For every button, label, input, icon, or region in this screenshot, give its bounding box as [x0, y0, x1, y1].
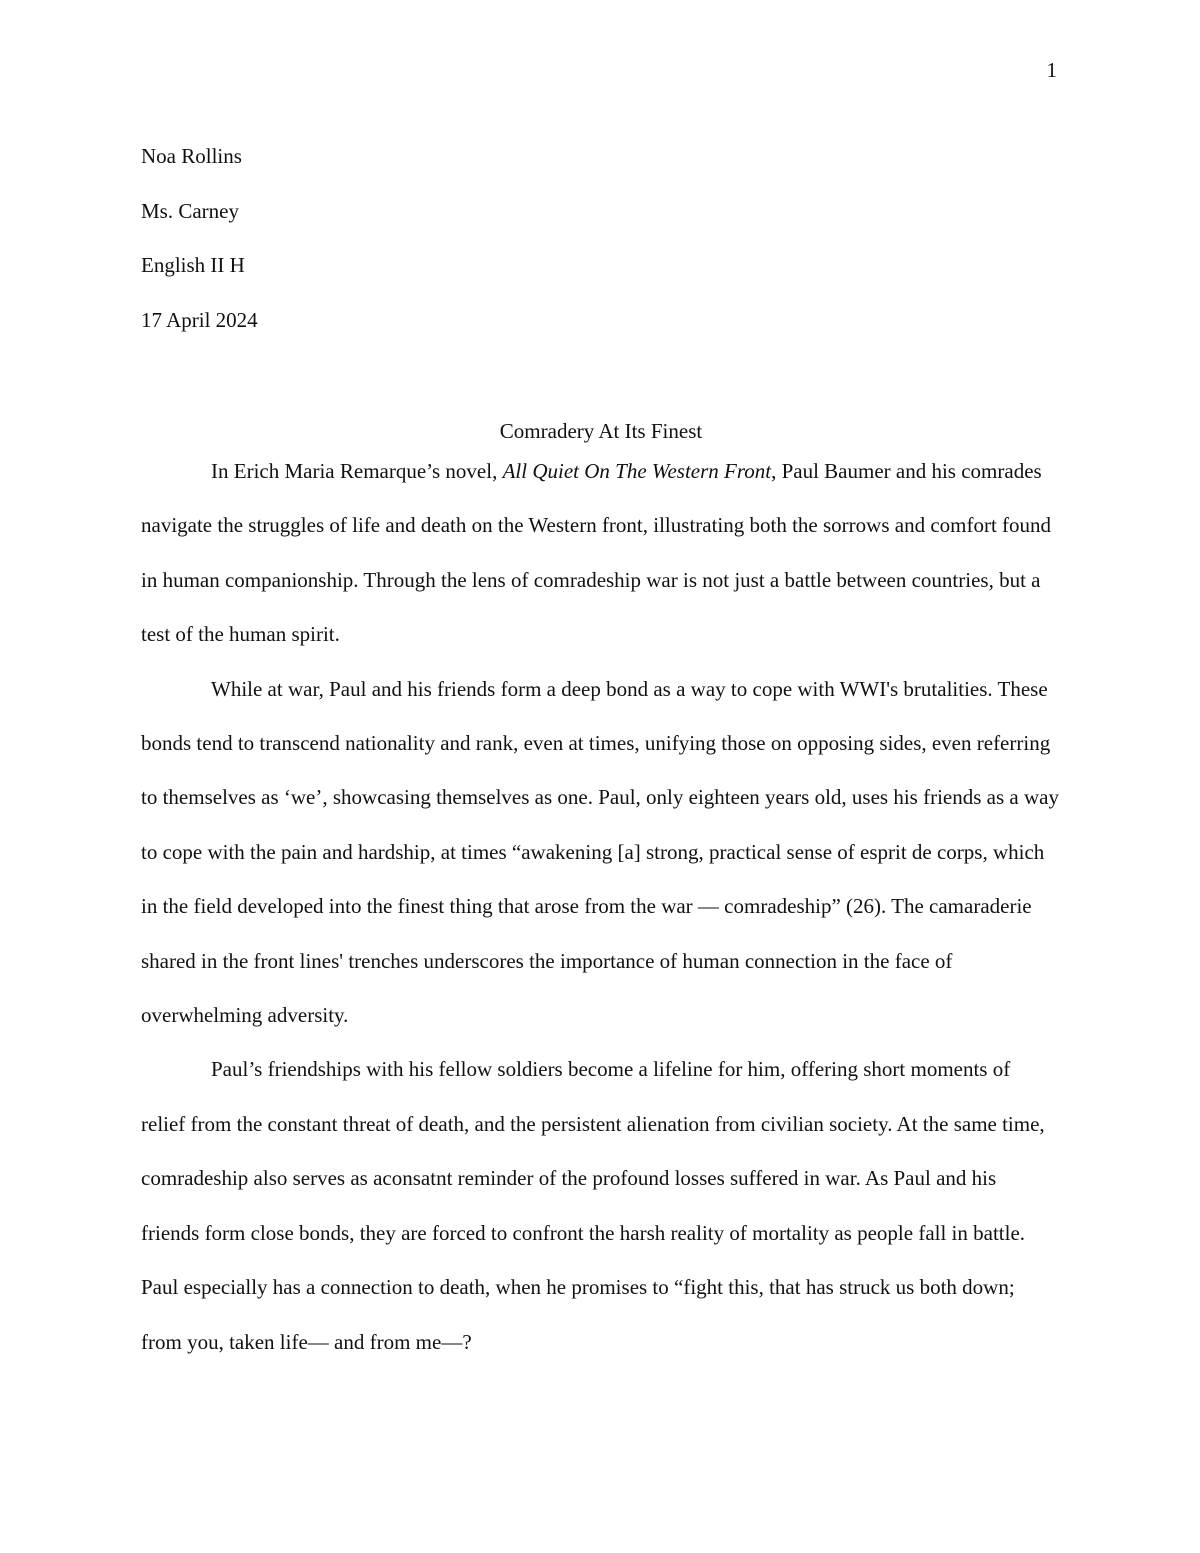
paragraph-body-1: While at war, Paul and his friends form a deep bond as a way to cope with WWI's brutalities. These bonds tend to transcend nationality and rank, even at times, unifying those on opposing sides, even referring to themselves as ‘we’, showcasing themselves as one. Paul, only eighteen years old, uses his friends as a way to cope with the pain and hardship, at times “awakening [a] strong, practical sense of esprit de corps, which in the field developed into the finest thing that arose from the war — comradeship” (26). The camaraderie shared in the front lines' trenches underscores the importance of human connection in the face of overwhelming adversity.: [141, 676, 1059, 1028]
page-number: 1: [1046, 58, 1057, 82]
essay-body: [141, 444, 1059, 1369]
student-name: Noa Rollins: [141, 144, 242, 168]
teacher-name: Ms. Carney: [141, 198, 239, 223]
essay-date: 17 April 2024: [141, 307, 258, 332]
intro-text-end: , Paul Baumer and his comrades navigate the struggles of life and death on the Western front, illustrating both the sorrows and comfort found in human companionship. Through the lens of comradeship war is not just a battle between countries, but a test of the human spirit.: [141, 459, 1052, 647]
novel-title: All Quiet On The Western Front: [502, 459, 772, 483]
course-name: English II H: [141, 253, 245, 277]
paragraph-body-2: Paul’s friendships with his fellow soldiers become a lifeline for him, offering short moments of relief from the constant threat of death, and the persistent alienation from civilian society. At the same time, comradeship also serves as aconsatnt reminder of the profound losses suffered in war. As Paul and his friends form close bonds, they are forced to confront the harsh reality of mortality as people fall in battle. Paul especially has a connection to death, when he promises to “fight this, that has struck us both down; from you, taken life— and from me—?: [141, 1057, 1045, 1354]
paragraph-introduction: [141, 444, 1059, 662]
mla-heading: [141, 142, 1061, 360]
intro-text-start: In Erich Maria Remarque’s novel,: [211, 459, 503, 483]
essay-title: Comradery At Its Finest: [499, 419, 703, 443]
